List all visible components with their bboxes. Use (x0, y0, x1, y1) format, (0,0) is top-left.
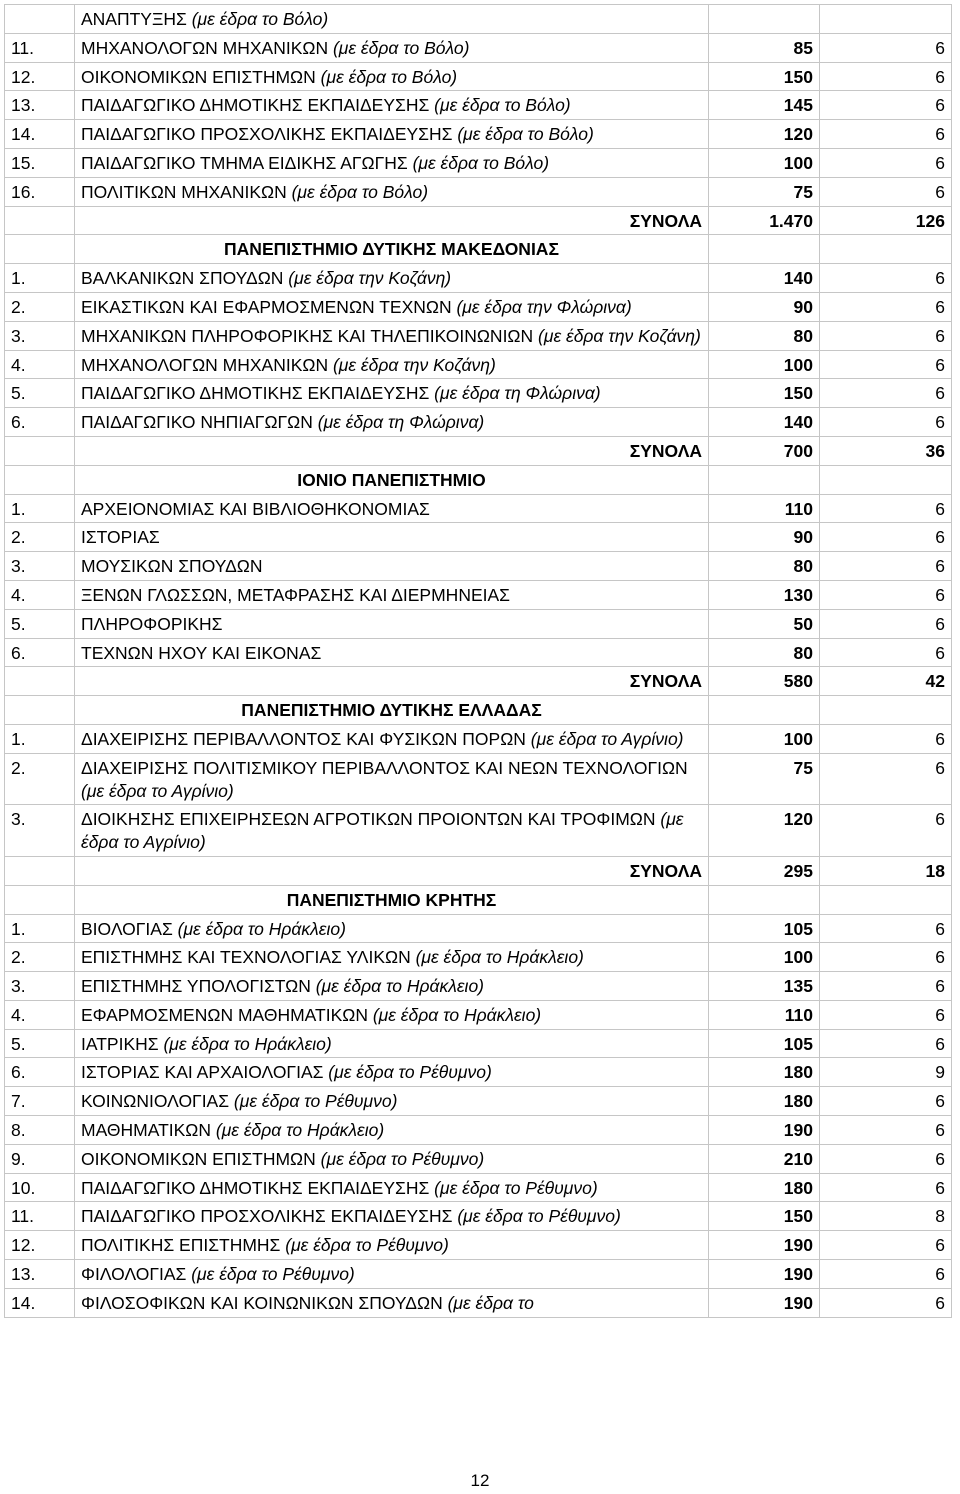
row-number (5, 436, 75, 465)
positions-cell: 100 (709, 350, 820, 379)
positions-cell: 190 (709, 1116, 820, 1145)
totals-positions: 580 (709, 667, 820, 696)
department-name: ΠΟΛΙΤΙΚΗΣ ΕΠΙΣΤΗΜΗΣ (81, 1235, 286, 1256)
department-seat: (με έδρα το Βόλο) (332, 37, 470, 58)
positions-cell: 145 (709, 91, 820, 120)
row-number: 8. (5, 1116, 75, 1145)
department-name: ΒΑΛΚΑΝΙΚΩΝ ΣΠΟΥΔΩΝ (81, 268, 289, 289)
priority-cell: 6 (820, 494, 952, 523)
priority-cell: 6 (820, 292, 952, 321)
priority-cell: 6 (820, 972, 952, 1001)
table-row (5, 1144, 952, 1173)
department-name: ΠΑΙΔΑΓΩΓΙΚΟ ΠΡΟΣΧΟΛΙΚΗΣ ΕΚΠΑΙΔΕΥΣΗΣ (81, 124, 458, 145)
row-number: 1. (5, 494, 75, 523)
priority-cell: 6 (820, 91, 952, 120)
positions-cell: 140 (709, 408, 820, 437)
positions-cell: 120 (709, 805, 820, 857)
department-cell (75, 33, 709, 62)
positions-cell: 100 (709, 943, 820, 972)
row-number: 6. (5, 1058, 75, 1087)
priority-cell: 6 (820, 264, 952, 293)
row-number: 12. (5, 1231, 75, 1260)
table-row (5, 1231, 952, 1260)
table-row (5, 91, 952, 120)
department-seat: (με έδρα το Ρέθυμνο) (434, 1177, 598, 1198)
table-row (5, 321, 952, 350)
table-row (5, 350, 952, 379)
row-number (5, 667, 75, 696)
department-name: ΕΙΚΑΣΤΙΚΩΝ ΚΑΙ ΕΦΑΡΜΟΣΜΕΝΩΝ ΤΕΧΝΩΝ (81, 296, 457, 317)
department-cell (75, 177, 709, 206)
positions-cell: 190 (709, 1288, 820, 1317)
department-cell (75, 1260, 709, 1289)
row-number (5, 465, 75, 494)
totals-priority: 36 (820, 436, 952, 465)
priority-cell: 6 (820, 350, 952, 379)
department-seat: (με έδρα το Βόλο) (457, 124, 594, 145)
priority-cell: 9 (820, 1058, 952, 1087)
department-cell (75, 350, 709, 379)
department-cell (75, 724, 709, 753)
department-name: ΠΑΙΔΑΓΩΓΙΚΟ ΤΜΗΜΑ ΕΙΔΙΚΗΣ ΑΓΩΓΗΣ (81, 152, 413, 173)
department-name: ΑΡΧΕΙΟΝΟΜΙΑΣ ΚΑΙ ΒΙΒΛΙΟΘΗΚΟΝΟΜΙΑΣ (81, 498, 430, 519)
row-number: 13. (5, 91, 75, 120)
department-seat: (με έδρα το Ρέθυμνο) (320, 1148, 485, 1169)
priority-cell: 6 (820, 943, 952, 972)
university-name: ΙΟΝΙΟ ΠΑΝΕΠΙΣΤΗΜΙΟ (75, 465, 709, 494)
department-seat: (με έδρα τη Φλώρινα) (317, 412, 485, 433)
totals-positions: 1.470 (709, 206, 820, 235)
table-row (5, 724, 952, 753)
department-name: ΠΑΙΔΑΓΩΓΙΚΟ ΔΗΜΟΤΙΚΗΣ ΕΚΠΑΙΔΕΥΣΗΣ (81, 95, 435, 116)
university-header-row (5, 885, 952, 914)
table-row (5, 1058, 952, 1087)
table-row (5, 1029, 952, 1058)
priority-cell: 6 (820, 724, 952, 753)
department-cell (75, 379, 709, 408)
department-name: ΟΙΚΟΝΟΜΙΚΩΝ ΕΠΙΣΤΗΜΩΝ (81, 66, 321, 87)
department-name: ΑΝΑΠΤΥΞΗΣ (81, 9, 192, 29)
table-row (5, 292, 952, 321)
totals-label: ΣΥΝΟΛΑ (75, 436, 709, 465)
totals-priority: 18 (820, 856, 952, 885)
row-number: 9. (5, 1144, 75, 1173)
priority-cell: 6 (820, 1231, 952, 1260)
department-name: ΠΑΙΔΑΓΩΓΙΚΟ ΝΗΠΙΑΓΩΓΩΝ (81, 412, 318, 433)
row-number (5, 856, 75, 885)
department-cell (75, 1058, 709, 1087)
row-number (5, 235, 75, 264)
row-number: 1. (5, 724, 75, 753)
positions-cell: 80 (709, 552, 820, 581)
row-number: 4. (5, 1000, 75, 1029)
positions-cell: 50 (709, 609, 820, 638)
positions-cell: 105 (709, 1029, 820, 1058)
totals-priority: 126 (820, 206, 952, 235)
row-number: 16. (5, 177, 75, 206)
totals-row (5, 856, 952, 885)
row-number: 13. (5, 1260, 75, 1289)
positions-cell: 80 (709, 638, 820, 667)
table-row (5, 1087, 952, 1116)
department-cell (75, 638, 709, 667)
empty-cell (820, 885, 952, 914)
row-number: 7. (5, 1087, 75, 1116)
department-seat: (με έδρα το Ρέθυμνο) (285, 1235, 449, 1256)
table-row (5, 494, 952, 523)
department-cell (75, 1173, 709, 1202)
department-name: ΙΣΤΟΡΙΑΣ ΚΑΙ ΑΡΧΑΙΟΛΟΓΙΑΣ (81, 1062, 329, 1083)
department-cell (75, 609, 709, 638)
department-seat: (με έδρα την Κοζάνη) (538, 325, 701, 346)
totals-row (5, 436, 952, 465)
table-row (5, 753, 952, 805)
row-number: 4. (5, 350, 75, 379)
department-name: ΠΟΛΙΤΙΚΩΝ ΜΗΧΑΝΙΚΩΝ (81, 181, 292, 202)
priority-cell: 6 (820, 62, 952, 91)
department-name: ΜΗΧΑΝΙΚΩΝ ΠΛΗΡΟΦΟΡΙΚΗΣ ΚΑΙ ΤΗΛΕΠΙΚΟΙΝΩΝΙΩΝ (81, 325, 539, 346)
empty-cell (709, 696, 820, 725)
row-number: 4. (5, 580, 75, 609)
priority-cell: 6 (820, 1116, 952, 1145)
totals-label: ΣΥΝΟΛΑ (75, 206, 709, 235)
department-name: ΟΙΚΟΝΟΜΙΚΩΝ ΕΠΙΣΤΗΜΩΝ (81, 1148, 321, 1169)
row-number: 15. (5, 148, 75, 177)
university-name: ΠΑΝΕΠΙΣΤΗΜΙΟ ΔΥΤΙΚΗΣ ΜΑΚΕΔΟΝΙΑΣ (75, 235, 709, 264)
table-row (5, 943, 952, 972)
department-cell (75, 494, 709, 523)
department-name: ΤΕΧΝΩΝ ΗΧΟΥ ΚΑΙ ΕΙΚΟΝΑΣ (81, 642, 322, 663)
priority-cell: 6 (820, 609, 952, 638)
department-cell (75, 1231, 709, 1260)
department-seat: (με έδρα το Βόλο) (191, 9, 329, 29)
department-cell (75, 5, 709, 34)
department-name: ΞΕΝΩΝ ΓΛΩΣΣΩΝ, ΜΕΤΑΦΡΑΣΗΣ ΚΑΙ ΔΙΕΡΜΗΝΕΙΑΣ (81, 584, 510, 605)
positions-cell: 75 (709, 753, 820, 805)
table-row (5, 972, 952, 1001)
department-cell (75, 972, 709, 1001)
priority-cell: 6 (820, 1144, 952, 1173)
positions-cell: 100 (709, 724, 820, 753)
university-header-row (5, 465, 952, 494)
department-name: ΜΗΧΑΝΟΛΟΓΩΝ ΜΗΧΑΝΙΚΩΝ (81, 37, 333, 58)
positions-cell: 190 (709, 1231, 820, 1260)
department-name: ΙΑΤΡΙΚΗΣ (81, 1033, 164, 1054)
row-number: 2. (5, 523, 75, 552)
department-name: ΠΑΙΔΑΓΩΓΙΚΟ ΔΗΜΟΤΙΚΗΣ ΕΚΠΑΙΔΕΥΣΗΣ (81, 1177, 435, 1198)
priority-cell: 6 (820, 408, 952, 437)
positions-cell: 140 (709, 264, 820, 293)
university-header-row (5, 696, 952, 725)
empty-cell (709, 465, 820, 494)
department-name: ΙΣΤΟΡΙΑΣ (81, 527, 160, 548)
row-number (5, 885, 75, 914)
positions-cell (709, 5, 820, 34)
table-body (5, 5, 952, 1318)
department-cell (75, 914, 709, 943)
department-seat: (με έδρα το (447, 1292, 534, 1313)
university-name: ΠΑΝΕΠΙΣΤΗΜΙΟ ΔΥΤΙΚΗΣ ΕΛΛΑΔΑΣ (75, 696, 709, 725)
empty-cell (820, 696, 952, 725)
positions-cell: 110 (709, 494, 820, 523)
department-name: ΠΑΙΔΑΓΩΓΙΚΟ ΠΡΟΣΧΟΛΙΚΗΣ ΕΚΠΑΙΔΕΥΣΗΣ (81, 1206, 458, 1227)
priority-cell: 6 (820, 580, 952, 609)
table-row (5, 408, 952, 437)
empty-cell (820, 235, 952, 264)
priority-cell: 8 (820, 1202, 952, 1231)
priority-cell: 6 (820, 321, 952, 350)
row-number: 3. (5, 805, 75, 857)
row-number: 3. (5, 321, 75, 350)
priority-cell: 6 (820, 120, 952, 149)
table-row (5, 177, 952, 206)
table-row (5, 148, 952, 177)
row-number: 5. (5, 1029, 75, 1058)
department-seat: (με έδρα την Κοζάνη) (288, 268, 452, 289)
positions-cell: 120 (709, 120, 820, 149)
table-row (5, 805, 952, 857)
positions-cell: 90 (709, 292, 820, 321)
table-row (5, 1000, 952, 1029)
table-row (5, 914, 952, 943)
department-cell (75, 523, 709, 552)
department-seat: (με έδρα το Ρέθυμνο) (457, 1206, 621, 1227)
table-row (5, 1173, 952, 1202)
row-number: 11. (5, 1202, 75, 1231)
department-name: ΔΙΑΧΕΙΡΙΣΗΣ ΠΕΡΙΒΑΛΛΟΝΤΟΣ ΚΑΙ ΦΥΣΙΚΩΝ ΠΟΡΩΝ (81, 728, 531, 749)
department-seat: (με έδρα το Ρέθυμνο) (328, 1062, 492, 1083)
department-cell (75, 408, 709, 437)
row-number: 6. (5, 408, 75, 437)
positions-cell: 150 (709, 1202, 820, 1231)
department-seat: (με έδρα το Αγρίνιο) (81, 809, 684, 853)
row-number: 5. (5, 609, 75, 638)
department-name: ΔΙΑΧΕΙΡΙΣΗΣ ΠΟΛΙΤΙΣΜΙΚΟΥ ΠΕΡΙΒΑΛΛΟΝΤΟΣ ΚΑΙ ΝΕΩΝ ΤΕΧΝΟΛΟΓΙΩΝ (81, 757, 688, 778)
row-number: 3. (5, 972, 75, 1001)
row-number (5, 696, 75, 725)
department-cell (75, 120, 709, 149)
priority-cell (820, 5, 952, 34)
table-row (5, 33, 952, 62)
department-cell (75, 292, 709, 321)
row-number: 5. (5, 379, 75, 408)
table-row (5, 1260, 952, 1289)
department-seat: (με έδρα το Ηράκλειο) (215, 1120, 385, 1141)
department-name: ΠΛΗΡΟΦΟΡΙΚΗΣ (81, 613, 223, 634)
university-name: ΠΑΝΕΠΙΣΤΗΜΙΟ ΚΡΗΤΗΣ (75, 885, 709, 914)
row-number: 2. (5, 943, 75, 972)
row-number: 14. (5, 120, 75, 149)
department-name: ΦΙΛΟΣΟΦΙΚΩΝ ΚΑΙ ΚΟΙΝΩΝΙΚΩΝ ΣΠΟΥΔΩΝ (81, 1292, 448, 1313)
positions-cell: 190 (709, 1260, 820, 1289)
department-seat: (με έδρα το Ηράκλειο) (177, 918, 346, 939)
table-row (5, 379, 952, 408)
department-name: ΜΑΘΗΜΑΤΙΚΩΝ (81, 1120, 216, 1141)
department-seat: (με έδρα τη Φλώρινα) (434, 383, 601, 404)
departments-table (4, 4, 952, 1318)
department-cell (75, 1288, 709, 1317)
department-name: ΚΟΙΝΩΝΙΟΛΟΓΙΑΣ (81, 1091, 234, 1112)
department-cell (75, 1202, 709, 1231)
table-row (5, 5, 952, 34)
table-row (5, 1116, 952, 1145)
priority-cell: 6 (820, 753, 952, 805)
empty-cell (820, 465, 952, 494)
priority-cell: 6 (820, 1260, 952, 1289)
positions-cell: 105 (709, 914, 820, 943)
department-cell (75, 1087, 709, 1116)
priority-cell: 6 (820, 148, 952, 177)
priority-cell: 6 (820, 379, 952, 408)
row-number: 6. (5, 638, 75, 667)
university-header-row (5, 235, 952, 264)
row-number: 11. (5, 33, 75, 62)
row-number: 1. (5, 914, 75, 943)
department-name: ΦΙΛΟΛΟΓΙΑΣ (81, 1264, 192, 1285)
department-seat: (με έδρα το Αγρίνιο) (81, 780, 234, 801)
priority-cell: 6 (820, 914, 952, 943)
table-row (5, 523, 952, 552)
positions-cell: 210 (709, 1144, 820, 1173)
row-number: 14. (5, 1288, 75, 1317)
department-seat: (με έδρα το Βόλο) (412, 152, 550, 173)
priority-cell: 6 (820, 523, 952, 552)
row-number: 12. (5, 62, 75, 91)
department-name: ΕΠΙΣΤΗΜΗΣ ΥΠΟΛΟΓΙΣΤΩΝ (81, 976, 316, 997)
department-cell (75, 1116, 709, 1145)
table-row (5, 609, 952, 638)
department-seat: (με έδρα το Ηράκλειο) (163, 1033, 332, 1054)
table-row (5, 120, 952, 149)
department-seat: (με έδρα την Κοζάνη) (332, 354, 496, 375)
priority-cell: 6 (820, 1087, 952, 1116)
priority-cell: 6 (820, 805, 952, 857)
totals-positions: 295 (709, 856, 820, 885)
department-name: ΒΙΟΛΟΓΙΑΣ (81, 918, 178, 939)
priority-cell: 6 (820, 1029, 952, 1058)
row-number: 2. (5, 292, 75, 321)
row-number: 2. (5, 753, 75, 805)
department-cell (75, 805, 709, 857)
positions-cell: 75 (709, 177, 820, 206)
totals-row (5, 206, 952, 235)
department-seat: (με έδρα το Βόλο) (320, 66, 458, 87)
table-row (5, 264, 952, 293)
department-name: ΜΟΥΣΙΚΩΝ ΣΠΟΥΔΩΝ (81, 556, 263, 577)
positions-cell: 80 (709, 321, 820, 350)
positions-cell: 100 (709, 148, 820, 177)
department-seat: (με έδρα το Ρέθυμνο) (191, 1264, 355, 1285)
totals-label: ΣΥΝΟΛΑ (75, 667, 709, 696)
department-cell (75, 580, 709, 609)
empty-cell (709, 885, 820, 914)
department-cell (75, 148, 709, 177)
positions-cell: 180 (709, 1058, 820, 1087)
table-row (5, 1202, 952, 1231)
positions-cell: 150 (709, 62, 820, 91)
department-seat: (με έδρα το Βόλο) (291, 181, 429, 202)
positions-cell: 180 (709, 1087, 820, 1116)
department-seat: (με έδρα το Αγρίνιο) (530, 728, 684, 749)
row-number: 1. (5, 264, 75, 293)
priority-cell: 6 (820, 177, 952, 206)
table-row (5, 62, 952, 91)
page-number: 12 (470, 1471, 490, 1490)
totals-priority: 42 (820, 667, 952, 696)
priority-cell: 6 (820, 552, 952, 581)
department-cell (75, 91, 709, 120)
department-cell (75, 62, 709, 91)
row-number (5, 206, 75, 235)
department-cell (75, 943, 709, 972)
department-cell (75, 264, 709, 293)
empty-cell (709, 235, 820, 264)
table-row (5, 638, 952, 667)
positions-cell: 110 (709, 1000, 820, 1029)
row-number (5, 5, 75, 34)
table-row (5, 580, 952, 609)
department-cell (75, 552, 709, 581)
totals-positions: 700 (709, 436, 820, 465)
priority-cell: 6 (820, 33, 952, 62)
department-seat: (με έδρα το Ρέθυμνο) (233, 1091, 398, 1112)
priority-cell: 6 (820, 1000, 952, 1029)
positions-cell: 85 (709, 33, 820, 62)
department-cell (75, 1144, 709, 1173)
row-number: 3. (5, 552, 75, 581)
positions-cell: 130 (709, 580, 820, 609)
department-cell (75, 321, 709, 350)
department-name: ΠΑΙΔΑΓΩΓΙΚΟ ΔΗΜΟΤΙΚΗΣ ΕΚΠΑΙΔΕΥΣΗΣ (81, 383, 435, 404)
row-number: 10. (5, 1173, 75, 1202)
department-seat: (με έδρα το Ηράκλειο) (415, 947, 584, 968)
department-cell (75, 1029, 709, 1058)
priority-cell: 6 (820, 638, 952, 667)
department-cell (75, 1000, 709, 1029)
positions-cell: 135 (709, 972, 820, 1001)
department-seat: (με έδρα το Ηράκλειο) (372, 1004, 542, 1025)
priority-cell: 6 (820, 1288, 952, 1317)
table-row (5, 552, 952, 581)
positions-cell: 180 (709, 1173, 820, 1202)
totals-label: ΣΥΝΟΛΑ (75, 856, 709, 885)
department-name: ΔΙΟΙΚΗΣΗΣ ΕΠΙΧΕΙΡΗΣΕΩΝ ΑΓΡΟΤΙΚΩΝ ΠΡΟΙΟΝΤΩΝ ΚΑΙ ΤΡΟΦΙΜΩΝ (81, 809, 661, 830)
positions-cell: 150 (709, 379, 820, 408)
department-seat: (με έδρα το Ηράκλειο) (315, 976, 485, 997)
priority-cell: 6 (820, 1173, 952, 1202)
department-seat: (με έδρα το Βόλο) (434, 95, 571, 116)
table-row (5, 1288, 952, 1317)
department-name: ΕΠΙΣΤΗΜΗΣ ΚΑΙ ΤΕΧΝΟΛΟΓΙΑΣ ΥΛΙΚΩΝ (81, 947, 416, 968)
totals-row (5, 667, 952, 696)
department-seat: (με έδρα την Φλώρινα) (456, 296, 632, 317)
positions-cell: 90 (709, 523, 820, 552)
department-cell (75, 753, 709, 805)
department-name: ΕΦΑΡΜΟΣΜΕΝΩΝ ΜΑΘΗΜΑΤΙΚΩΝ (81, 1004, 373, 1025)
department-name: ΜΗΧΑΝΟΛΟΓΩΝ ΜΗΧΑΝΙΚΩΝ (81, 354, 333, 375)
